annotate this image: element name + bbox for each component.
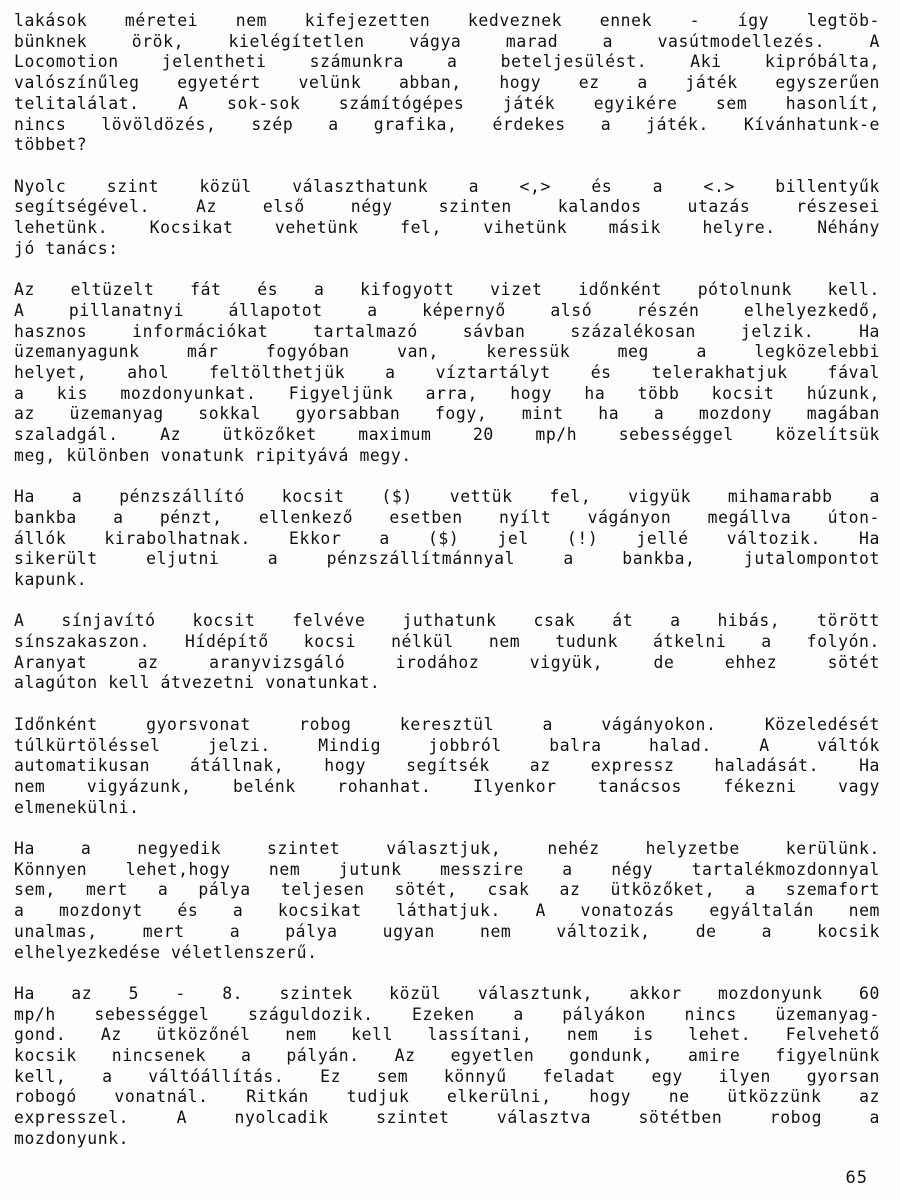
paragraph	[14, 11, 880, 156]
text-line: bünknek örök, kielégítetlen vágya marad a vasútmodellezés. A	[14, 31, 880, 51]
text-line: kocsik nincsenek a pályán. Az egyetlen gondunk, amire figyelnünk	[14, 1046, 880, 1066]
text-line: automatikusan átállnak, hogy segítsék az expressz haladását. Ha	[14, 756, 880, 776]
text-line: Ha az 5 - 8. szintek közül választunk, akkor mozdonyunk 60	[14, 983, 880, 1003]
text-line: mp/h sebességgel száguldozik. Ezeken a pályákon nincs üzemanyag-	[14, 1004, 880, 1024]
text-line: nincs lövöldözés, szép a grafika, érdekes a játék. Kívánhatunk-e	[14, 114, 880, 134]
text-line: túlkürtöléssel jelzi. Mindig jobbról balra halad. A váltók	[14, 735, 880, 755]
text-line: Ha a negyedik szintet választjuk, nehéz helyzetbe kerülünk.	[14, 839, 880, 859]
text-line: unalmas, mert a pálya ugyan nem változik, de a kocsik	[14, 921, 880, 941]
text-line: kapunk.	[14, 569, 88, 589]
text-line: meg, különben vonatunk ripityává megy.	[14, 445, 412, 465]
text-line: sínszakaszon. Hídépítő kocsi nélkül nem tudunk átkelni a folyón.	[14, 632, 880, 652]
text-line: lakások méretei nem kifejezetten kedveznek ennek - így legtöb-	[14, 11, 880, 30]
text-line: Az eltüzelt fát és a kifogyott vizet időnként pótolnunk kell.	[14, 280, 880, 300]
text-line: üzemanyagunk már fogyóban van, keressük meg a legközelebbi	[14, 342, 880, 362]
text-line: Ha a pénzszállító kocsit ($) vettük fel, vigyük mihamarabb a	[14, 487, 880, 507]
text-line: jó tanács:	[14, 238, 119, 258]
text-line: A sínjavító kocsit felvéve juthatunk csak át a hibás, törött	[14, 611, 880, 631]
page-number: 65	[845, 1168, 868, 1188]
text-line: a mozdonyt és a kocsikat láthatjuk. A vonatozás egyáltalán nem	[14, 901, 880, 921]
text-line: robogó vonatnál. Ritkán tudjuk elkerülni, hogy ne ütközzünk az	[14, 1087, 880, 1107]
text-line: többet?	[14, 135, 88, 155]
text-line: elhelyezkedése véletlenszerű.	[14, 942, 318, 962]
paragraph	[14, 487, 880, 591]
text-line: Locomotion jelentheti számunkra a beteljesülést. Aki kipróbálta,	[14, 52, 880, 72]
body-text	[14, 11, 880, 1170]
paragraph	[14, 611, 880, 694]
paragraph	[14, 984, 880, 1150]
text-line: a kis mozdonyunkat. Figyeljünk arra, hogy ha több kocsit húzunk,	[14, 383, 880, 403]
text-line: hasznos információkat tartalmazó sávban százalékosan jelzik. Ha	[14, 321, 880, 341]
text-line: valószínűleg egyetért velünk abban, hogy ez a játék egyszerűen	[14, 73, 880, 93]
text-line: Könnyen lehet,hogy nem jutunk messzire a négy tartalékmozdonnyal	[14, 859, 880, 879]
text-line: helyet, ahol feltölthetjük a víztartályt és telerakhatjuk fával	[14, 362, 880, 382]
text-line: elmenekülni.	[14, 797, 140, 817]
paragraph	[14, 280, 880, 466]
text-line: szaladgál. Az ütközőket maximum 20 mp/h sebességgel közelítsük	[14, 425, 880, 445]
text-line: mozdonyunk.	[14, 1128, 130, 1148]
text-line: bankba a pénzt, ellenkező esetben nyílt vágányon megállva úton-	[14, 507, 880, 527]
text-line: állók kirabolhatnak. Ekkor a ($) jel (!) jellé változik. Ha	[14, 528, 880, 548]
paragraph	[14, 839, 880, 963]
text-line: Időnként gyorsvonat robog keresztül a vágányokon. Közeledését	[14, 714, 880, 734]
text-line: gond. Az ütközőnél nem kell lassítani, nem is lehet. Felvehető	[14, 1025, 880, 1045]
paragraph	[14, 177, 880, 260]
text-line: telitalálat. A sok-sok számítógépes játék egyikére sem hasonlít,	[14, 93, 880, 113]
text-line: alagúton kell átvezetni vonatunkat.	[14, 673, 381, 693]
text-line: lehetünk. Kocsikat vehetünk fel, vihetünk másik helyre. Néhány	[14, 218, 880, 238]
paragraph	[14, 715, 880, 819]
text-line: Nyolc szint közül választhatunk a <,> és a <.> billentyűk	[14, 176, 880, 196]
text-line: A pillanatnyi állapotot a képernyő alsó részén elhelyezkedő,	[14, 300, 880, 320]
text-line: kell, a váltóállítás. Ez sem könnyű feladat egy ilyen gyorsan	[14, 1066, 880, 1086]
text-line: expresszel. A nyolcadik szintet választva sötétben robog a	[14, 1108, 880, 1128]
text-line: sem, mert a pálya teljesen sötét, csak az ütközőket, a szemafort	[14, 880, 880, 900]
text-line: nem vigyázunk, belénk rohanhat. Ilyenkor tanácsos fékezni vagy	[14, 776, 880, 796]
text-line: az üzemanyag sokkal gyorsabban fogy, mint ha a mozdony magában	[14, 404, 880, 424]
text-line: Aranyat az aranyvizsgáló irodához vigyük, de ehhez sötét	[14, 652, 880, 672]
text-line: segítségével. Az első négy szinten kalandos utazás részesei	[14, 197, 880, 217]
text-line: sikerült eljutni a pénzszállítmánnyal a bankba, jutalompontot	[14, 549, 880, 569]
